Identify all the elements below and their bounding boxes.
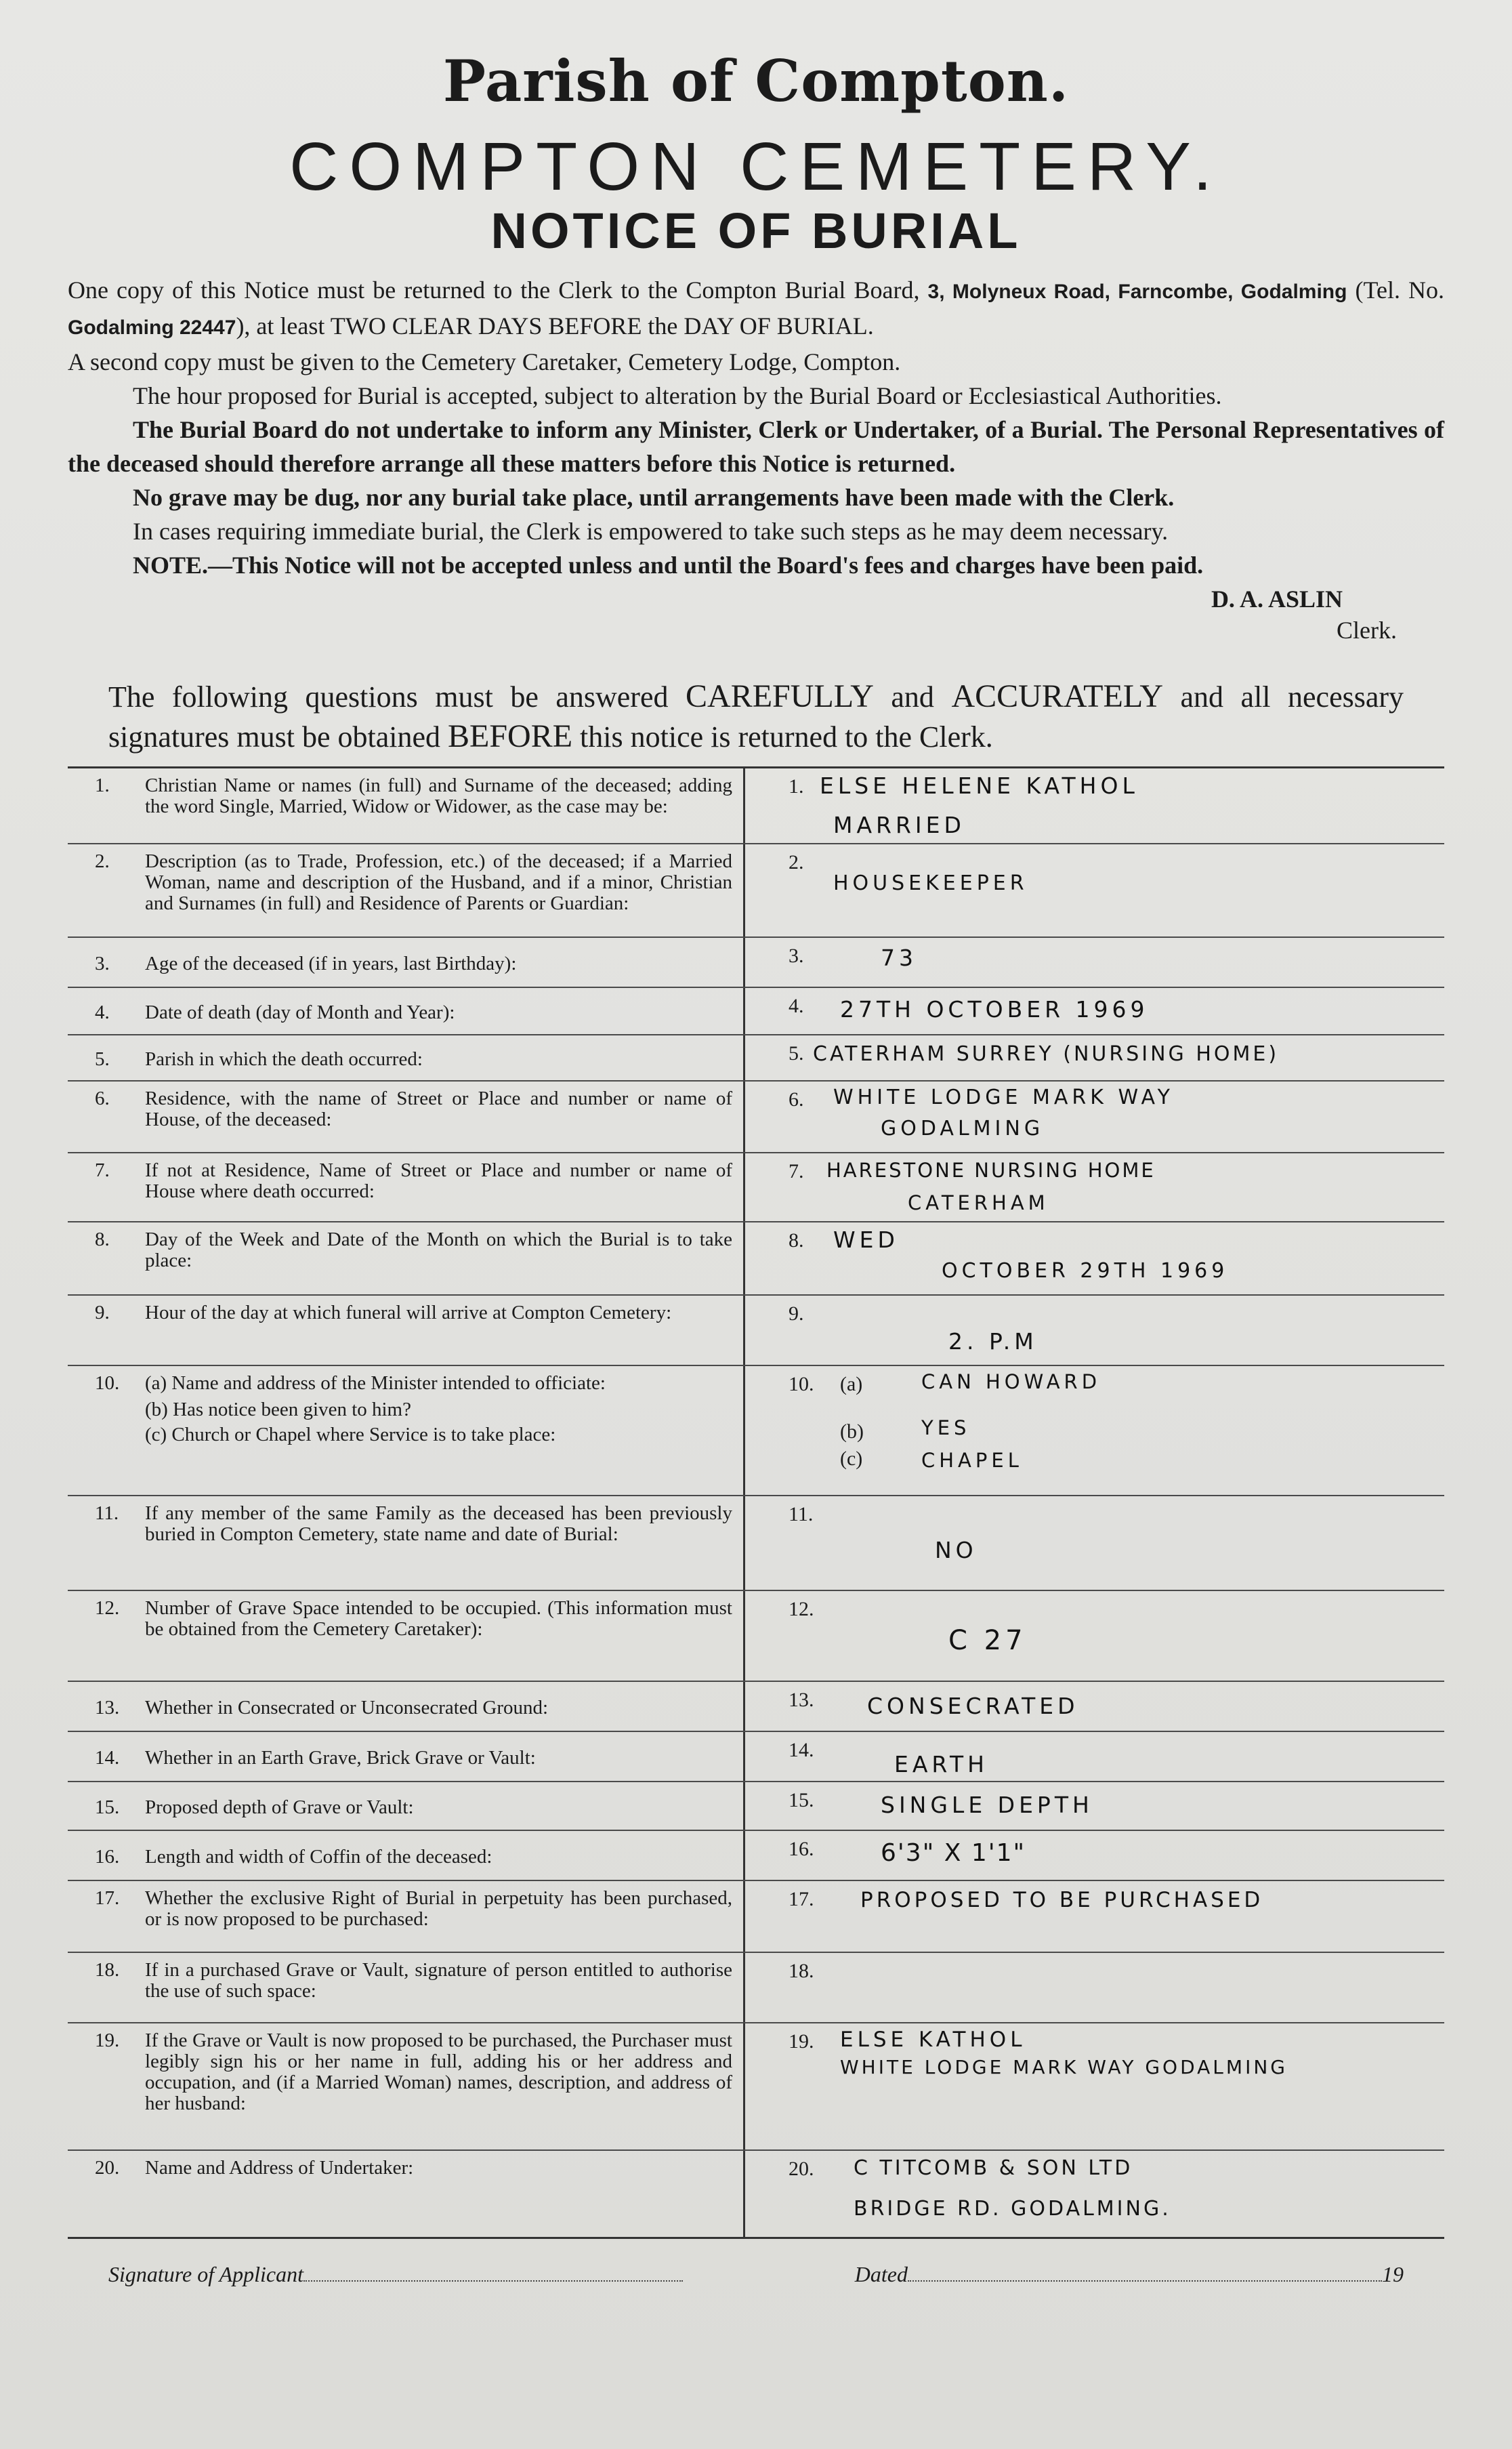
question-text: Day of the Week and Date of the Month on which the Burial is to take place: xyxy=(145,1229,732,1271)
form-row-19 xyxy=(68,2023,1444,2151)
answer-minister: CAN HOWARD xyxy=(921,1370,1101,1393)
answer-number: 11. xyxy=(789,1503,814,1525)
form-row-5 xyxy=(68,1035,1444,1082)
question-cell xyxy=(68,1082,745,1152)
answer-purchaser-name: ELSE KATHOL xyxy=(840,2028,1026,2052)
answer-cell[interactable] xyxy=(745,1953,1444,2022)
clerk-name: D. A. ASLIN xyxy=(1211,585,1343,613)
answer-label-a: (a) xyxy=(840,1373,863,1395)
answer-cell[interactable] xyxy=(745,1831,1444,1880)
answer-notice-given: YES xyxy=(921,1416,971,1439)
form-row-14 xyxy=(68,1732,1444,1782)
answer-cell[interactable] xyxy=(745,1082,1444,1152)
question-text: Description (as to Trade, Profession, etc.) of the deceased; if a Married Woman, name and description of the Husband, and if a minor, Christian and Surnames (in full) and Residence of Parents or Guardian: xyxy=(145,850,732,914)
answer-description: HOUSEKEEPER xyxy=(833,871,1028,895)
answer-number: 5. xyxy=(789,1042,804,1065)
signature-line xyxy=(68,2262,1444,2287)
answer-purchaser-address: WHITE LODGE MARK WAY GODALMING xyxy=(840,2056,1288,2078)
answer-number: 20. xyxy=(789,2158,814,2180)
answer-cell[interactable] xyxy=(745,1591,1444,1681)
answer-number: 10. xyxy=(789,1373,814,1395)
question-text: If the Grave or Vault is now proposed to be purchased, the Purchaser must legibly sign his or her name in full, adding his or her address and occupation, and (if a Married Woman) names, description, and address of her husband: xyxy=(145,2030,732,2114)
answer-cell[interactable] xyxy=(745,2023,1444,2149)
answer-cell[interactable] xyxy=(745,1296,1444,1365)
answer-number: 19. xyxy=(789,2030,814,2053)
answer-number: 17. xyxy=(789,1888,814,1910)
answer-number: 7. xyxy=(789,1160,804,1182)
question-text: Length and width of Coffin of the deceased: xyxy=(145,1845,492,1868)
answer-cell[interactable] xyxy=(745,1782,1444,1830)
questions-emphasis: CAREFULLY xyxy=(686,678,874,714)
question-text: Number of Grave Space intended to be occupied. (This information must be obtained from the Cemetery Caretaker): xyxy=(145,1597,732,1640)
question-cell xyxy=(68,1782,745,1830)
answer-grave-type: EARTH xyxy=(894,1751,988,1777)
form-row-20 xyxy=(68,2151,1444,2239)
question-text: If any member of the same Family as the deceased has been previously buried in Compton Cemetery, state name and date of Burial: xyxy=(145,1502,732,1545)
question-cell xyxy=(68,1035,745,1080)
answer-cell[interactable] xyxy=(745,844,1444,937)
tel-label: (Tel. No. xyxy=(1355,276,1445,304)
signature-dotted-line xyxy=(303,2264,683,2282)
question-number: 9. xyxy=(95,1302,110,1323)
answer-number: 16. xyxy=(789,1838,814,1860)
form-row-4 xyxy=(68,988,1444,1035)
year-suffix: 19 xyxy=(1382,2262,1404,2286)
answer-number: 12. xyxy=(789,1598,814,1620)
question-number: 20. xyxy=(95,2157,120,2179)
question-cell xyxy=(68,1296,745,1365)
question-cell xyxy=(68,1881,745,1952)
question-text: Christian Name or names (in full) and Surname of the deceased; adding the word Single, Married, Widow or Widower, as the case may be: xyxy=(145,775,732,817)
question-cell xyxy=(68,988,745,1034)
dated-dotted-line xyxy=(908,2264,1382,2282)
signature-field[interactable] xyxy=(108,2262,683,2287)
question-cell xyxy=(68,938,745,987)
question-number: 3. xyxy=(95,952,110,974)
answer-burial-date: OCTOBER 29TH 1969 xyxy=(942,1259,1229,1283)
answer-number: 4. xyxy=(789,995,804,1017)
form-row-1 xyxy=(68,768,1444,844)
answer-parish: CATERHAM SURREY (NURSING HOME) xyxy=(813,1042,1280,1066)
answer-marital-status: MARRIED xyxy=(833,812,965,838)
form-row-8 xyxy=(68,1222,1444,1296)
answer-number: 2. xyxy=(789,851,804,873)
answer-place-of-death-town: CATERHAM xyxy=(908,1191,1049,1214)
answer-number: 1. xyxy=(789,775,804,798)
answer-cell[interactable] xyxy=(745,1153,1444,1221)
form-row-16 xyxy=(68,1831,1444,1881)
question-text: Whether the exclusive Right of Burial in perpetuity has been purchased, or is now proposed to be purchased: xyxy=(145,1887,732,1930)
answer-family-burial: NO xyxy=(935,1537,978,1563)
question-number: 17. xyxy=(95,1887,120,1909)
question-text-b: (b) Has notice been given to him? xyxy=(145,1399,411,1420)
question-number: 19. xyxy=(95,2030,120,2051)
question-cell xyxy=(68,1591,745,1681)
form-row-17 xyxy=(68,1881,1444,1953)
answer-residence: WHITE LODGE MARK WAY xyxy=(833,1086,1174,1109)
answer-date-of-death: 27TH OCTOBER 1969 xyxy=(840,996,1149,1023)
form-row-6 xyxy=(68,1082,1444,1153)
instruction-hour: The hour proposed for Burial is accepted, subject to alteration by the Burial Board or Ecclesiastical Authorities. xyxy=(133,382,1222,409)
question-number: 2. xyxy=(95,850,110,872)
notice-title: NOTICE OF BURIAL xyxy=(490,203,1022,259)
answer-right-of-burial: PROPOSED TO BE PURCHASED xyxy=(860,1888,1264,1912)
question-text: Residence, with the name of Street or Place and number or name of House, of the deceased: xyxy=(145,1088,732,1130)
dated-field[interactable] xyxy=(855,2262,1404,2287)
question-number: 6. xyxy=(95,1088,110,1109)
question-number: 16. xyxy=(95,1845,120,1868)
parish-title: Parish of Compton. xyxy=(442,47,1070,115)
answer-number: 8. xyxy=(789,1229,804,1252)
tel-number: Godalming 22447 xyxy=(68,316,236,339)
answer-place-of-death: HARESTONE NURSING HOME xyxy=(826,1159,1156,1182)
question-number: 12. xyxy=(95,1597,120,1619)
question-number: 15. xyxy=(95,1796,120,1818)
question-text: Name and Address of Undertaker: xyxy=(145,2157,414,2179)
answer-cell[interactable] xyxy=(745,768,1444,843)
question-cell xyxy=(68,1153,745,1221)
question-cell xyxy=(68,2151,745,2237)
answer-number: 9. xyxy=(789,1302,804,1325)
question-number: 18. xyxy=(95,1959,120,1981)
answer-arrival-hour: 2. P.M xyxy=(948,1328,1038,1355)
answer-burial-day: WED xyxy=(833,1227,899,1253)
answer-cell[interactable] xyxy=(745,1222,1444,1294)
instruction-grave: No grave may be dug, nor any burial take place, until arrangements have been made with the Clerk. xyxy=(133,484,1175,511)
question-cell xyxy=(68,1953,745,2022)
answer-name: ELSE HELENE KATHOL xyxy=(820,773,1139,799)
answer-cell[interactable] xyxy=(745,1366,1444,1495)
cemetery-title: COMPTON CEMETERY. xyxy=(289,129,1223,205)
question-text-c: (c) Church or Chapel where Service is to take place: xyxy=(145,1424,556,1445)
question-number: 8. xyxy=(95,1229,110,1250)
questions-intro xyxy=(68,677,1444,757)
instructions xyxy=(68,273,1444,582)
question-cell xyxy=(68,2023,745,2149)
burial-form xyxy=(68,766,1444,2239)
question-number: 13. xyxy=(95,1696,120,1719)
answer-coffin-size: 6'3" X 1'1" xyxy=(881,1839,1026,1867)
question-cell xyxy=(68,1222,745,1294)
signature-label: Signature of Applicant xyxy=(108,2262,303,2286)
form-row-10 xyxy=(68,1366,1444,1496)
answer-cell[interactable] xyxy=(745,1732,1444,1781)
question-text: If not at Residence, Name of Street or Place and number or name of House where death occurred: xyxy=(145,1159,732,1202)
questions-text: and all necessary signatures must be obtained xyxy=(108,680,1404,754)
questions-text: The following questions must be answered xyxy=(108,680,669,714)
instruction-second-copy: A second copy must be given to the Cemetery Caretaker, Cemetery Lodge, Compton. xyxy=(68,348,901,375)
question-text: Whether in Consecrated or Unconsecrated Ground: xyxy=(145,1696,549,1719)
answer-number: 15. xyxy=(789,1789,814,1811)
question-number: 1. xyxy=(95,775,110,796)
question-number: 11. xyxy=(95,1502,119,1524)
clerk-title: Clerk. xyxy=(1337,617,1397,644)
question-number: 4. xyxy=(95,1001,110,1023)
question-cell xyxy=(68,1831,745,1880)
question-text: If in a purchased Grave or Vault, signature of person entitled to authorise the use of such space: xyxy=(145,1959,732,2002)
answer-number: 3. xyxy=(789,945,804,967)
question-cell xyxy=(68,844,745,937)
instruction-note: NOTE.—This Notice will not be accepted unless and until the Board's fees and charges have been paid. xyxy=(133,552,1204,579)
form-row-11 xyxy=(68,1496,1444,1591)
form-row-7 xyxy=(68,1153,1444,1222)
answer-cell[interactable] xyxy=(745,938,1444,987)
instruction-text: One copy of this Notice must be returned to the Clerk to the Compton Burial Board, xyxy=(68,276,920,304)
form-row-13 xyxy=(68,1682,1444,1732)
question-text: Age of the deceased (if in years, last Birthday): xyxy=(145,952,517,974)
answer-undertaker-name: C TITCOMB & SON LTD xyxy=(854,2156,1133,2180)
answer-service-place: CHAPEL xyxy=(921,1449,1023,1472)
question-text: Hour of the day at which funeral will arrive at Compton Cemetery: xyxy=(145,1302,672,1323)
question-cell xyxy=(68,1366,745,1495)
question-number: 14. xyxy=(95,1746,120,1769)
answer-cell[interactable] xyxy=(745,2151,1444,2237)
instruction-text: ), at least TWO CLEAR DAYS BEFORE the DAY OF BURIAL. xyxy=(236,312,874,339)
form-row-12 xyxy=(68,1591,1444,1682)
answer-cell[interactable] xyxy=(745,1496,1444,1590)
instruction-board: The Burial Board do not undertake to inform any Minister, Clerk or Undertaker, of a Burial. The Personal Representatives of the deceased should therefore arrange all these matters before this Notice is returned. xyxy=(68,416,1444,477)
answer-age: 73 xyxy=(881,945,917,971)
question-text: Whether in an Earth Grave, Brick Grave or Vault: xyxy=(145,1746,536,1769)
answer-ground: CONSECRATED xyxy=(867,1693,1079,1719)
question-cell xyxy=(68,768,745,843)
answer-cell[interactable] xyxy=(745,988,1444,1034)
answer-depth: SINGLE DEPTH xyxy=(881,1792,1093,1818)
question-text: Parish in which the death occurred: xyxy=(145,1048,423,1070)
form-row-9 xyxy=(68,1296,1444,1366)
questions-emphasis: BEFORE xyxy=(448,718,573,754)
answer-label-b: (b) xyxy=(840,1420,864,1443)
answer-cell[interactable] xyxy=(745,1881,1444,1952)
questions-text: this notice is returned to the Clerk. xyxy=(580,720,993,754)
question-text: (a) Name and address of the Minister intended to officiate: xyxy=(145,1372,606,1394)
questions-text: and xyxy=(891,680,934,714)
questions-emphasis: ACCURATELY xyxy=(951,678,1163,714)
question-text: Date of death (day of Month and Year): xyxy=(145,1001,455,1023)
answer-undertaker-address: BRIDGE RD. GODALMING. xyxy=(854,2197,1171,2221)
answer-number: 6. xyxy=(789,1088,804,1111)
question-number: 10. xyxy=(95,1372,120,1394)
answer-cell[interactable] xyxy=(745,1682,1444,1731)
form-row-15 xyxy=(68,1782,1444,1831)
board-address: 3, Molyneux Road, Farncombe, Godalming xyxy=(927,281,1347,303)
question-number: 5. xyxy=(95,1048,110,1070)
answer-residence-town: GODALMING xyxy=(881,1117,1045,1140)
form-row-18 xyxy=(68,1953,1444,2023)
question-cell xyxy=(68,1682,745,1731)
answer-number: 13. xyxy=(789,1689,814,1711)
form-row-3 xyxy=(68,938,1444,988)
instruction-return xyxy=(68,273,1444,345)
question-cell xyxy=(68,1496,745,1590)
question-cell xyxy=(68,1732,745,1781)
answer-number: 18. xyxy=(789,1960,814,1982)
answer-label-c: (c) xyxy=(840,1447,863,1470)
question-number: 7. xyxy=(95,1159,110,1181)
question-text: Proposed depth of Grave or Vault: xyxy=(145,1796,414,1818)
answer-cell[interactable] xyxy=(745,1035,1444,1080)
answer-number: 14. xyxy=(789,1739,814,1761)
instruction-immediate: In cases requiring immediate burial, the Clerk is empowered to take such steps as he may deem necessary. xyxy=(133,518,1169,545)
dated-label: Dated xyxy=(854,2262,908,2286)
answer-grave-space: C 27 xyxy=(948,1625,1027,1656)
form-row-2 xyxy=(68,844,1444,938)
